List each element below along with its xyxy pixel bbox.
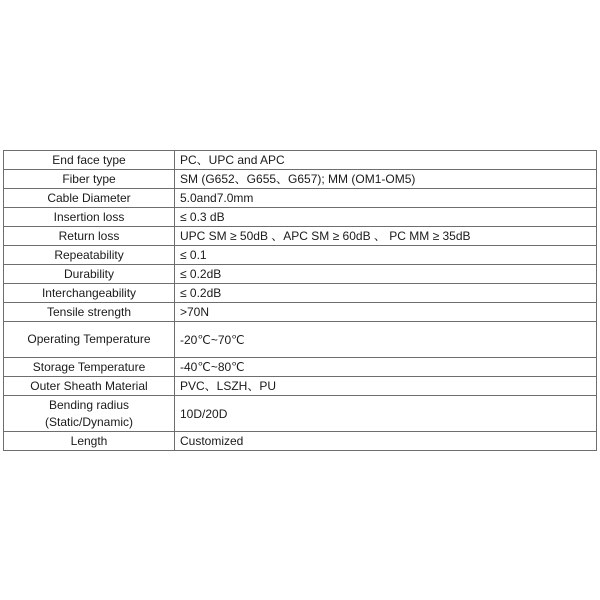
row-label-line-1: Bending radius bbox=[48, 397, 130, 412]
row-label: Insertion loss bbox=[4, 208, 175, 227]
table-row-cable-diameter bbox=[4, 189, 597, 208]
table-row-length bbox=[4, 432, 597, 451]
row-label: Return loss bbox=[4, 227, 175, 246]
row-value: >70N bbox=[175, 303, 597, 322]
table-row-end-face-type bbox=[4, 151, 597, 170]
table-row-durability bbox=[4, 265, 597, 284]
specification-table bbox=[3, 150, 597, 451]
row-label: Interchangeability bbox=[4, 284, 175, 303]
table-row-tensile-strength bbox=[4, 303, 597, 322]
row-value: SM (G652、G655、G657); MM (OM1-OM5) bbox=[175, 170, 597, 189]
table-row-repeatability bbox=[4, 246, 597, 265]
row-value: -40℃~80℃ bbox=[175, 358, 597, 377]
row-label: Length bbox=[4, 432, 175, 451]
row-label: End face type bbox=[4, 151, 175, 170]
row-label bbox=[4, 396, 175, 432]
row-value: 10D/20D bbox=[175, 396, 597, 432]
table-row-return-loss bbox=[4, 227, 597, 246]
row-value: UPC SM ≥ 50dB 、APC SM ≥ 60dB 、 PC MM ≥ 35dB bbox=[175, 227, 597, 246]
row-value: 5.0and7.0mm bbox=[175, 189, 597, 208]
row-label: Storage Temperature bbox=[4, 358, 175, 377]
table-row-fiber-type bbox=[4, 170, 597, 189]
row-value: ≤ 0.2dB bbox=[175, 265, 597, 284]
row-value: Customized bbox=[175, 432, 597, 451]
row-label: Tensile strength bbox=[4, 303, 175, 322]
table-row-insertion-loss bbox=[4, 208, 597, 227]
row-value: ≤ 0.1 bbox=[175, 246, 597, 265]
row-label-line-2: (Static/Dynamic) bbox=[44, 414, 133, 429]
row-value: -20℃~70℃ bbox=[175, 322, 597, 358]
table-row-operating-temperature bbox=[4, 322, 597, 358]
row-value: ≤ 0.2dB bbox=[175, 284, 597, 303]
row-value: ≤ 0.3 dB bbox=[175, 208, 597, 227]
row-label: Durability bbox=[4, 265, 175, 284]
table-row-interchangeability bbox=[4, 284, 597, 303]
row-value: PVC、LSZH、PU bbox=[175, 377, 597, 396]
row-label: Repeatability bbox=[4, 246, 175, 265]
row-label: Outer Sheath Material bbox=[4, 377, 175, 396]
row-value: PC、UPC and APC bbox=[175, 151, 597, 170]
table-row-storage-temperature bbox=[4, 358, 597, 377]
table-row-outer-sheath-material bbox=[4, 377, 597, 396]
row-label: Cable Diameter bbox=[4, 189, 175, 208]
row-label: Operating Temperature bbox=[4, 322, 175, 358]
row-label: Fiber type bbox=[4, 170, 175, 189]
table-row-bending-radius bbox=[4, 396, 597, 432]
